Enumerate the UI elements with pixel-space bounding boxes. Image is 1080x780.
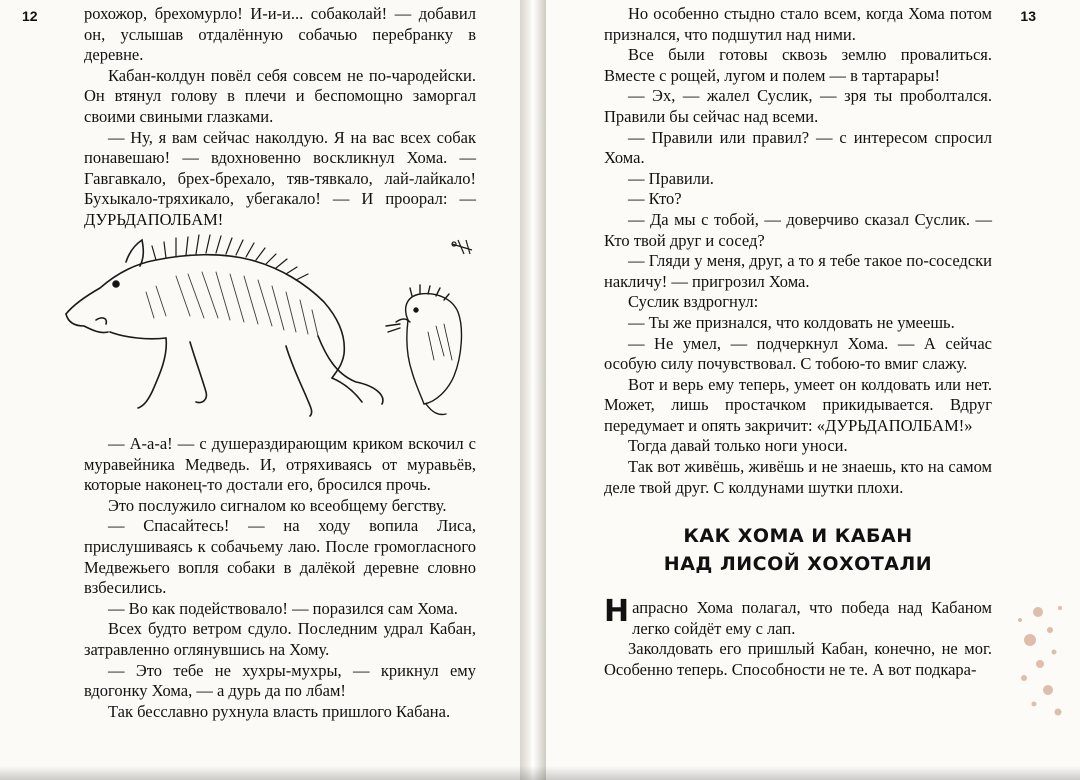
paragraph: — Да мы с тобой, — доверчиво сказал Суслик. — Кто твой друг и сосед?: [604, 209, 992, 250]
paragraph: Всех будто ветром сдуло. Последним удрал Кабан, затравленно оглянувшись на Хому.: [84, 619, 476, 659]
paragraph: Кабан-колдун повёл себя совсем не по-чародейски. Он втянул голову в плечи и беспомощно заморгал своими свиными глазками.: [84, 65, 476, 126]
page-number-right: 13: [1020, 8, 1036, 24]
left-page: [0, 0, 520, 780]
paragraph: — Ну, я вам сейчас наколдую. Я на вас всех собак понавешаю! — вдохновенно воскликнул Хома. — Гавгавкало, брех-брехало, тяв-тявкало, лай-лайкало! Бухыкало-тряхикало, убегакало! — И проорал: — ДУРЬДАПОЛБАМ!: [84, 127, 476, 229]
paragraph-text: апрасно Хома полагал, что победа над Кабаном легко сойдёт ему с лап.: [632, 598, 992, 638]
left-bottom-text: [84, 434, 476, 722]
chapter-title-line-1: КАК ХОМА И КАБАН: [683, 525, 913, 547]
paragraph: Тогда давай только ноги уноси.: [628, 436, 848, 456]
ink-splatter-decoration: [1010, 600, 1070, 720]
paragraph: рохожор, брехомурло! И-и-и... собаколай! — добавил он, услышав отдалённую собачью перебранку в деревне.: [84, 4, 476, 65]
paragraph: Вот и верь ему теперь, умеет он колдовать или нет. Может, лишь простачком прикидывается. Вдруг передумает и опять закричит: «ДУРЬДАПОЛБАМ!»: [604, 374, 992, 435]
paragraph: — Во как подействовало! — поразился сам Хома.: [108, 598, 458, 618]
paragraph: Заколдовать его пришлый Кабан, конечно, не мог. Особенно теперь. Способности не те. А вот подкара-: [604, 639, 992, 679]
boar-drawing: [66, 235, 383, 416]
paragraph: Это послужило сигналом ко всеобщему бегству.: [108, 495, 447, 515]
paragraph: — Правили.: [628, 168, 714, 188]
chapter-title-line-2: НАД ЛИСОЙ ХОХОТАЛИ: [663, 553, 933, 575]
left-top-text: [84, 4, 476, 231]
paragraph: — Это тебе не хухры-мухры, — крикнул ему вдогонку Хома, — а дурь да по лбам!: [84, 660, 476, 701]
paragraph: — Спасайтесь! — на ходу вопила Лиса, прислушиваясь к собачьему лаю. После громогласного Медвежьего вопля собаки в далёкой деревне словно взбесились.: [84, 516, 476, 598]
page-number-left: 12: [22, 8, 38, 24]
paragraph: — Кто?: [628, 189, 682, 209]
paragraph: Так вот живёшь, живёшь и не знаешь, кто на самом деле твой друг. С колдунами шутки плохи.: [604, 457, 992, 497]
paragraph: Так бесславно рухнула власть пришлого Кабана.: [108, 701, 451, 721]
paragraph: Все были готовы сквозь землю провалиться. Вместе с рощей, лугом и полем — в тартарары!: [604, 45, 992, 85]
right-top-text: [604, 4, 992, 498]
insect-drawing: [452, 240, 472, 254]
paragraph: Суслик вздрогнул:: [628, 292, 759, 312]
book-gutter: [520, 0, 546, 780]
paragraph: — Эх, — жалел Суслик, — зря ты проболтался. Правили бы сейчас над всеми.: [604, 86, 992, 126]
paragraph: — Гляди у меня, друг, а то я тебе такое по-соседски накличу! — пригрозил Хома.: [604, 251, 992, 291]
chapter-title: [604, 522, 992, 578]
drop-cap: Н: [604, 594, 630, 629]
paragraph: — Правили или правил? — с интересом спросил Хома.: [604, 127, 992, 168]
page-bottom-shadow: [0, 766, 1080, 780]
boar-and-hamster-illustration: [56, 226, 486, 422]
right-bottom-text: [604, 594, 992, 680]
hamster-drawing: [386, 285, 461, 415]
paragraph: — А-а-а! — с душераздирающим криком вскочил с муравейника Медведь. И, отряхиваясь от муравьёв, которые наконец-то достали его, бросился прочь.: [84, 434, 476, 495]
paragraph: — Не умел, — подчеркнул Хома. — А сейчас особую силу почувствовал. С тобою-то вмиг слажу.: [604, 333, 992, 374]
paragraph-with-drop-cap: [604, 594, 992, 639]
paragraph: Но особенно стыдно стало всем, когда Хома потом признался, что подшутил над ними.: [604, 4, 992, 44]
paragraph: — Ты же признался, что колдовать не умеешь.: [628, 312, 955, 332]
